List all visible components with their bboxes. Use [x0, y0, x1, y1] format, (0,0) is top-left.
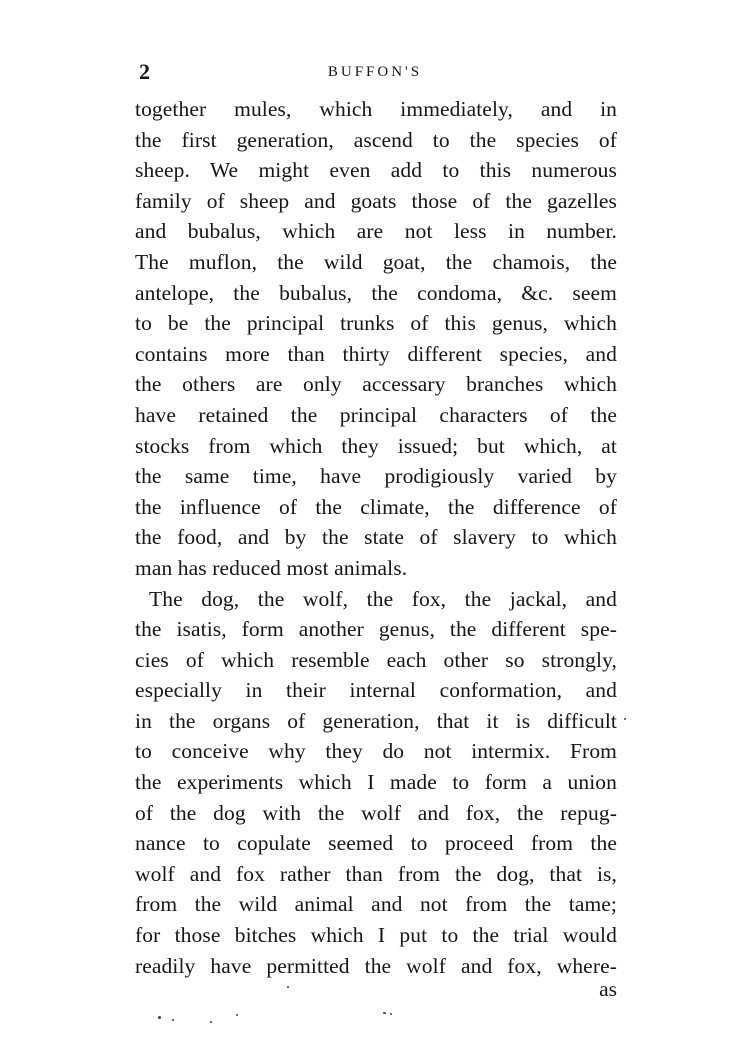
text-line: contains more than thirty different species, and: [135, 341, 617, 366]
text-line: and bubalus, which are not less in number.: [135, 219, 617, 244]
text-line: antelope, the bubalus, the condoma, &c. seem: [135, 280, 617, 305]
text-line: the experiments which I made to form a union: [135, 770, 617, 795]
ink-speck: [172, 1019, 174, 1021]
text-line: especially in their internal conformation, and: [135, 678, 617, 703]
ink-speck: [210, 1021, 212, 1023]
header-title: BUFFON'S: [327, 64, 423, 80]
ink-speck: [158, 1016, 161, 1019]
ink-speck: [287, 986, 289, 988]
text-line: nance to copulate seemed to proceed from the: [135, 831, 617, 856]
text-line: of the dog with the wolf and fox, the repug-: [135, 800, 617, 825]
page-number: 2: [139, 59, 150, 84]
text-line: cies of which resemble each other so strongly,: [135, 647, 617, 672]
text-line: in the organs of generation, that it is difficult: [135, 708, 617, 733]
text-line: The muflon, the wild goat, the chamois, the: [135, 249, 617, 274]
text-line: the food, and by the state of slavery to which: [135, 525, 617, 550]
text-line: the first generation, ascend to the species of: [135, 127, 617, 152]
ink-speck: [236, 1014, 238, 1016]
text-line: wolf and fox rather than from the dog, that is,: [135, 861, 617, 886]
ink-speck: [383, 1012, 386, 1014]
text-line: the influence of the climate, the difference of: [135, 494, 617, 519]
text-line: together mules, which immediately, and in: [135, 97, 617, 121]
running-head: [0, 58, 750, 86]
paragraph-end-line: man has reduced most animals.: [135, 555, 408, 580]
text-line: from the wild animal and not from the tame;: [135, 892, 617, 917]
text-line: the same time, have prodigiously varied by: [135, 464, 617, 489]
text-line: the others are only accessary branches which: [135, 372, 617, 397]
ink-speck: [624, 718, 626, 720]
text-line: family of sheep and goats those of the gazelles: [135, 188, 617, 213]
text-line: sheep. We might even add to this numerous: [135, 158, 617, 183]
text-line: the isatis, form another genus, the different spe-: [135, 617, 617, 642]
catchword: as: [599, 977, 617, 1001]
paragraph-start-line: The dog, the wolf, the fox, the jackal, and: [149, 586, 617, 611]
text-line: stocks from which they issued; but which, at: [135, 433, 617, 458]
body-text: [135, 94, 617, 981]
text-line: readily have permitted the wolf and fox, where-: [135, 953, 617, 978]
text-line: for those bitches which I put to the trial would: [135, 923, 617, 948]
text-line: to conceive why they do not intermix. From: [135, 739, 617, 764]
ink-speck: [390, 1013, 392, 1015]
text-line: to be the principal trunks of this genus, which: [135, 311, 617, 336]
text-line: have retained the principal characters of the: [135, 402, 617, 427]
